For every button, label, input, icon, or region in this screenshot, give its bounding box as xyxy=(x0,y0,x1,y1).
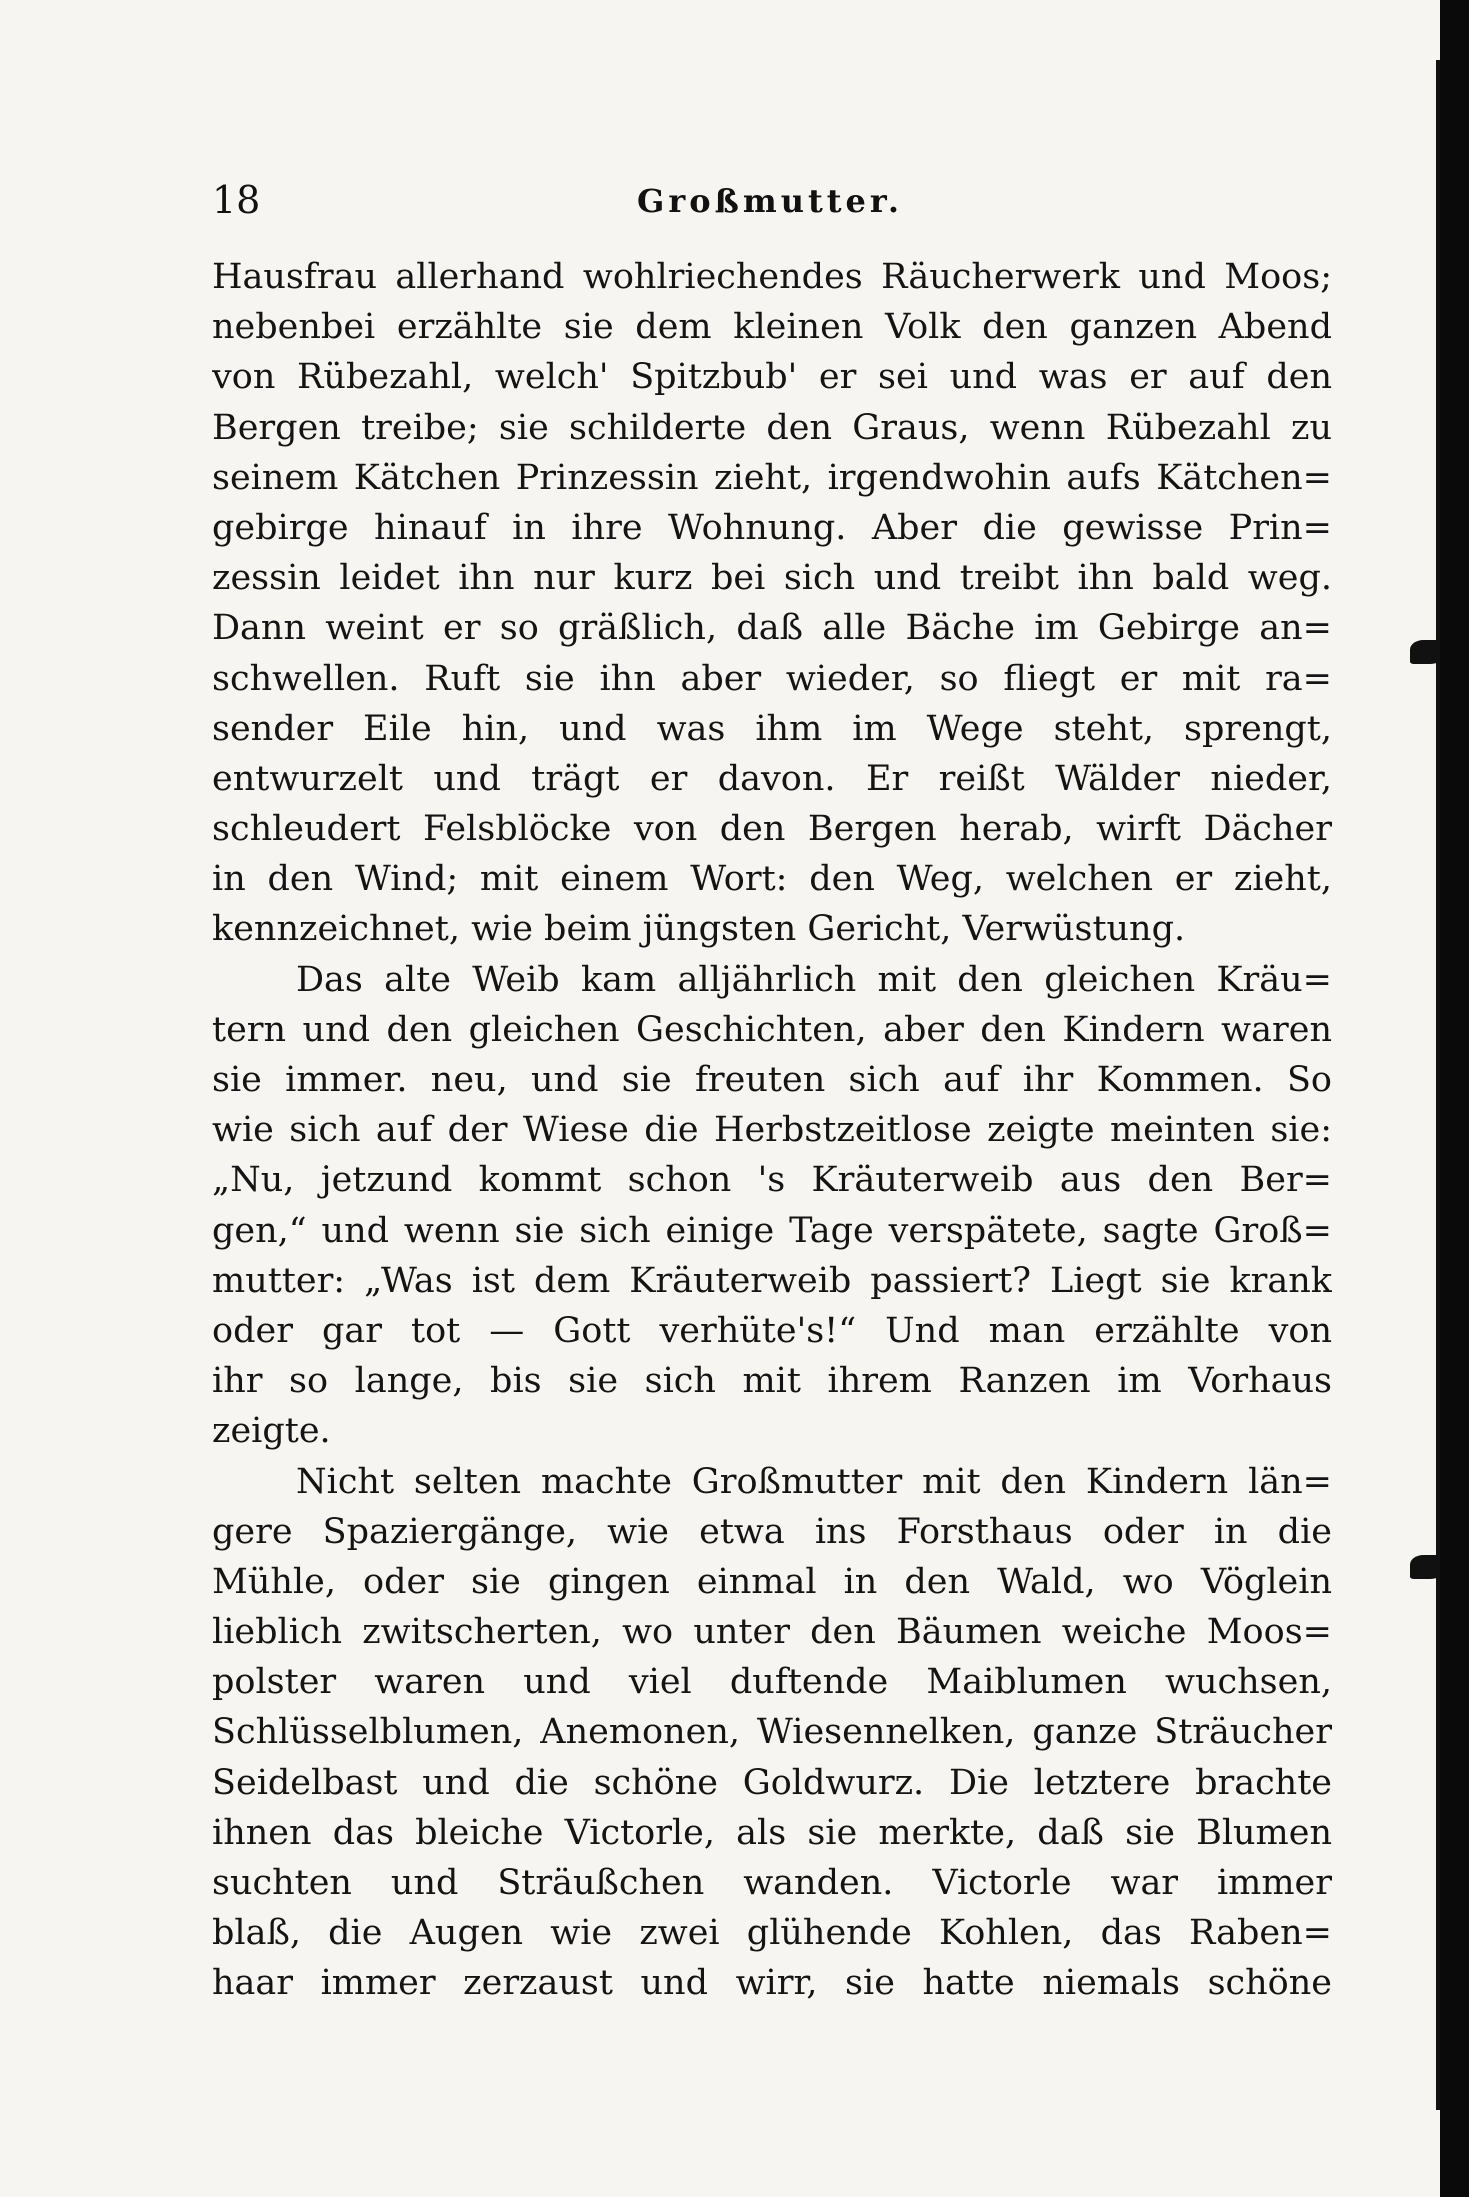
text-line: Bergen treibe; sie schilderte den Graus, wenn Rübezahl zu xyxy=(212,407,1332,448)
running-head: Großmutter. xyxy=(637,182,903,220)
text-line: Seidelbast und die schöne Goldwurz. Die letztere brachte xyxy=(212,1762,1332,1803)
text-line: gen,“ und wenn sie sich einige Tage verspätete, sagte Groß= xyxy=(212,1210,1332,1251)
text-line: oder gar tot — Gott verhüte's!“ Und man erzählte von xyxy=(212,1310,1332,1351)
text-line: ihr so lange, bis sie sich mit ihrem Ranzen im Vorhaus xyxy=(212,1361,1332,1402)
text-line: Dann weint er so gräßlich, daß alle Bäche im Gebirge an= xyxy=(212,608,1332,649)
scan-border xyxy=(1440,0,1469,2197)
text-line: zessin leidet ihn nur kurz bei sich und treibt ihn bald weg. xyxy=(212,558,1332,599)
text-line: blaß, die Augen wie zwei glühende Kohlen, das Raben= xyxy=(212,1913,1332,1954)
text-line: tern und den gleichen Geschichten, aber den Kindern waren xyxy=(212,1009,1332,1050)
body-text xyxy=(212,252,1332,2009)
text-line: suchten und Sträußchen wanden. Victorle war immer xyxy=(212,1863,1332,1903)
text-line: polster waren und viel duftende Maiblumen wuchsen, xyxy=(212,1662,1332,1703)
text-line: ihnen das bleiche Victorle, als sie merkte, daß sie Blumen xyxy=(212,1812,1332,1853)
text-line: wie sich auf der Wiese die Herbstzeitlose zeigte meinten sie: xyxy=(212,1110,1332,1151)
text-line: entwurzelt und trägt er davon. Er reißt Wälder nieder, xyxy=(212,758,1332,799)
text-line: schwellen. Ruft sie ihn aber wieder, so fliegt er mit ra= xyxy=(212,658,1332,699)
text-line: Nicht selten machte Großmutter mit den Kindern län= xyxy=(296,1461,1332,1502)
text-line: Schlüsselblumen, Anemonen, Wiesennelken, ganze Sträucher xyxy=(212,1712,1332,1753)
text-line: sender Eile hin, und was ihm im Wege steht, sprengt, xyxy=(212,708,1332,749)
text-line: von Rübezahl, welch' Spitzbub' er sei und was er auf den xyxy=(212,357,1332,398)
text-line: zeigte. xyxy=(212,1411,331,1452)
text-line: kennzeichnet, wie beim jüngsten Gericht, Verwüstung. xyxy=(212,909,1186,950)
page-header xyxy=(212,178,1332,230)
text-line: schleudert Felsblöcke von den Bergen herab, wirft Dächer xyxy=(212,809,1332,850)
text-line: sie immer. neu, und sie freuten sich auf ihr Kommen. So xyxy=(212,1060,1332,1100)
text-line: lieblich zwitscherten, wo unter den Bäumen weiche Moos= xyxy=(212,1612,1332,1653)
text-line: nebenbei erzählte sie dem kleinen Volk den ganzen Abend xyxy=(212,307,1332,348)
text-line: in den Wind; mit einem Wort: den Weg, welchen er zieht, xyxy=(212,859,1332,900)
text-line: „Nu, jetzund kommt schon 's Kräuterweib aus den Ber= xyxy=(212,1160,1332,1201)
text-line: Mühle, oder sie gingen einmal in den Wald, wo Vöglein xyxy=(212,1561,1332,1602)
text-line: gere Spaziergänge, wie etwa ins Forsthaus oder in die xyxy=(212,1511,1332,1552)
text-line: gebirge hinauf in ihre Wohnung. Aber die gewisse Prin= xyxy=(212,507,1332,548)
text-line: haar immer zerzaust und wirr, sie hatte niemals schöne xyxy=(212,1963,1332,2004)
text-line: mutter: „Was ist dem Kräuterweib passiert? Liegt sie krank xyxy=(212,1260,1332,1301)
page-number: 18 xyxy=(212,178,261,222)
text-line: Hausfrau allerhand wohlriechendes Räucherwerk und Moos; xyxy=(212,257,1332,297)
text-line: Das alte Weib kam alljährlich mit den gleichen Kräu= xyxy=(296,959,1332,1000)
ink-mark xyxy=(1410,1555,1444,1579)
ink-mark xyxy=(1410,640,1444,664)
text-line: seinem Kätchen Prinzessin zieht, irgendwohin aufs Kätchen= xyxy=(212,457,1332,498)
